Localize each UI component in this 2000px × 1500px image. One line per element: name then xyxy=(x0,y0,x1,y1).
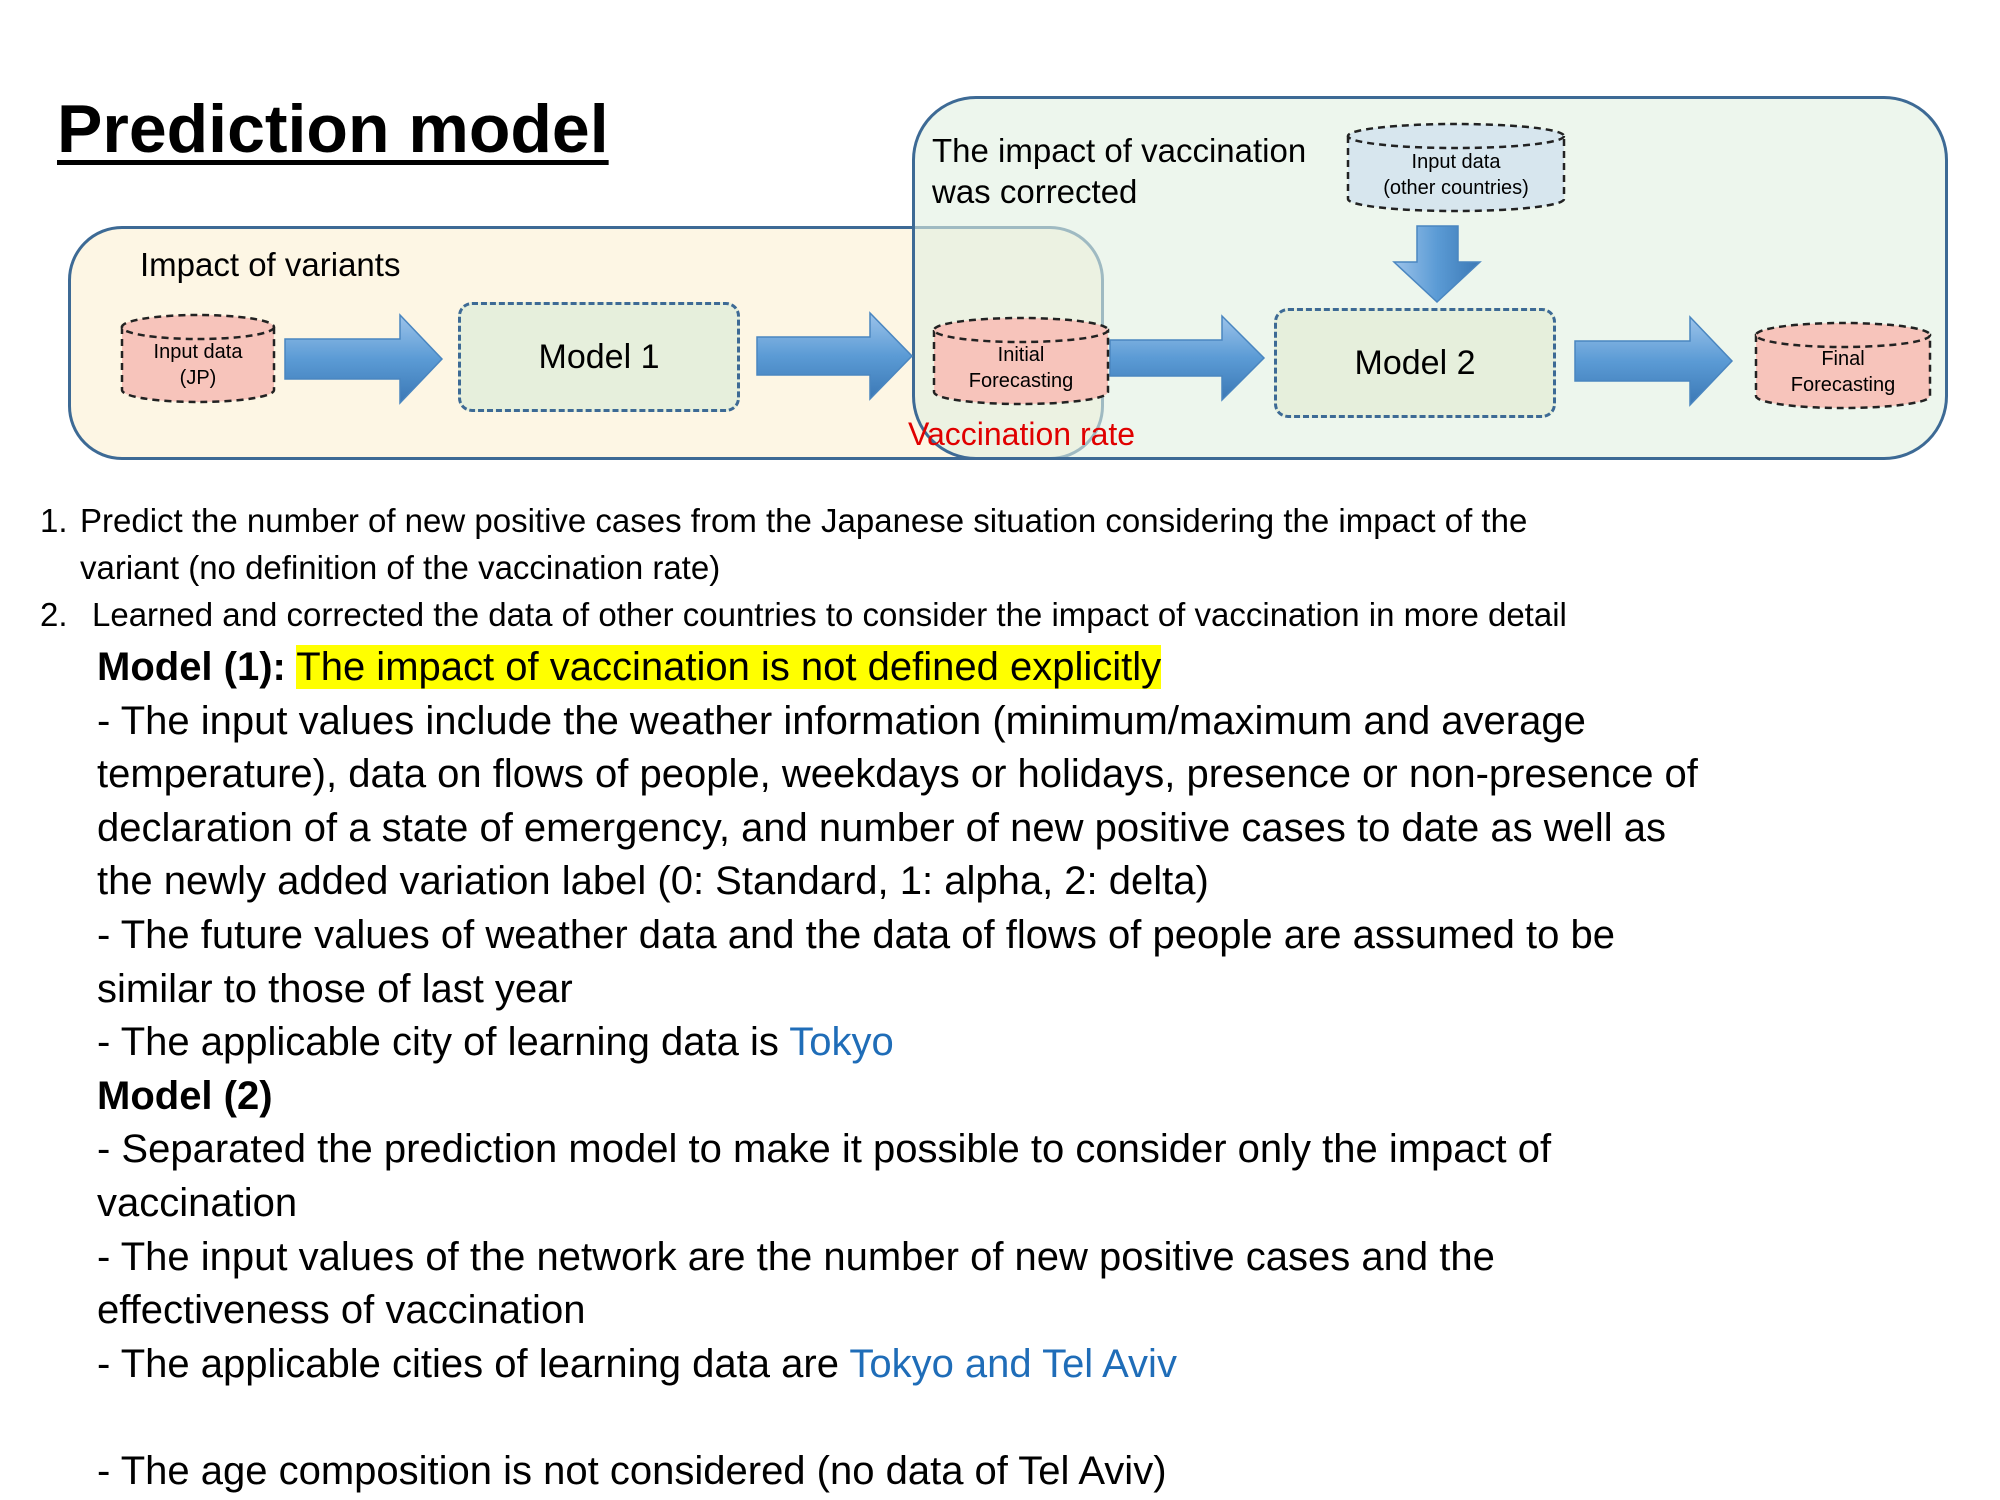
vaccination-label-line1: The impact of vaccination xyxy=(932,132,1307,169)
vaccination-label-line2: was corrected xyxy=(932,173,1138,210)
model1-line: similar to those of last year xyxy=(97,966,573,1011)
step-2-line1: Learned and corrected the data of other countries to consider the impact of vaccination in more detail xyxy=(92,596,1567,633)
model1-line: the newly added variation label (0: Standard, 1: alpha, 2: delta) xyxy=(97,859,1209,904)
final-forecasting-line1: Final xyxy=(1821,348,1865,370)
vaccination-rate-label: Vaccination rate xyxy=(908,416,1136,452)
model1-highlight: The impact of vaccination is not defined explicitly xyxy=(296,645,1162,689)
model1-line: declaration of a state of emergency, and number of new positive cases to date as well as xyxy=(97,805,1667,850)
arrow-other-to-model2 xyxy=(1394,226,1480,302)
spacer xyxy=(97,1391,1977,1445)
step-2-number: 2. xyxy=(40,596,68,633)
arrow-initial-to-model2 xyxy=(1110,316,1264,400)
model1-heading: Model (1): xyxy=(97,645,286,689)
model1-line: - The future values of weather data and the data of flows of people are assumed to be xyxy=(97,912,1616,957)
input-jp-line2: (JP) xyxy=(179,367,217,389)
model1-city-line xyxy=(97,1016,1977,1070)
input-jp-cylinder xyxy=(122,315,274,402)
initial-forecasting-line2: Forecasting xyxy=(968,370,1074,392)
model2-line: - The input values of the network are the number of new positive cases and the xyxy=(97,1234,1495,1279)
step-1-line1: Predict the number of new positive cases from the Japanese situation considering the impact of the xyxy=(80,502,1528,539)
model1-city: Tokyo xyxy=(789,1020,894,1065)
model2-note: - The age composition is not considered (no data of Tel Aviv) xyxy=(97,1448,1167,1493)
step-1-line2: variant (no definition of the vaccination rate) xyxy=(80,549,721,586)
step-2 xyxy=(40,591,1567,638)
model1-line: - The input values include the weather information (minimum/maximum and average xyxy=(97,698,1586,743)
arrow-model1-to-initial xyxy=(757,313,912,399)
model2-cities-line xyxy=(97,1338,1977,1392)
model2-box: Model 2 xyxy=(1274,308,1556,418)
model2-line: vaccination xyxy=(97,1180,298,1225)
model-description xyxy=(97,641,1977,1499)
steps-list xyxy=(40,497,1567,638)
step-1-number: 1. xyxy=(40,502,68,539)
model2-cities: Tokyo and Tel Aviv xyxy=(849,1341,1177,1386)
model1-line: temperature), data on flows of people, weekdays or holidays, presence or non-presence of xyxy=(97,752,1698,797)
model1-heading-line xyxy=(97,641,1977,695)
final-forecasting-line2: Forecasting xyxy=(1790,374,1896,396)
final-forecasting-cylinder xyxy=(1756,323,1930,408)
input-other-line2: (other countries) xyxy=(1383,177,1529,199)
model1-city-prefix: - The applicable city of learning data is xyxy=(97,1020,790,1065)
model2-line: - Separated the prediction model to make it possible to consider only the impact of xyxy=(97,1127,1552,1172)
initial-forecasting-cylinder xyxy=(934,318,1108,404)
arrow-input-to-model1 xyxy=(285,315,442,403)
page-title: Prediction model xyxy=(57,91,609,167)
input-jp-line1: Input data xyxy=(153,341,243,363)
model2-line: effectiveness of vaccination xyxy=(97,1288,586,1333)
model2-cities-prefix: - The applicable cities of learning data are xyxy=(97,1341,850,1386)
variants-region-label: Impact of variants xyxy=(140,246,401,283)
input-other-line1: Input data xyxy=(1411,151,1501,173)
input-other-cylinder xyxy=(1348,124,1564,211)
arrow-model2-to-final xyxy=(1575,317,1732,405)
model1-box: Model 1 xyxy=(458,302,740,412)
step-1 xyxy=(40,497,1567,591)
model2-heading: Model (2) xyxy=(97,1073,273,1118)
initial-forecasting-line1: Initial xyxy=(997,344,1045,366)
